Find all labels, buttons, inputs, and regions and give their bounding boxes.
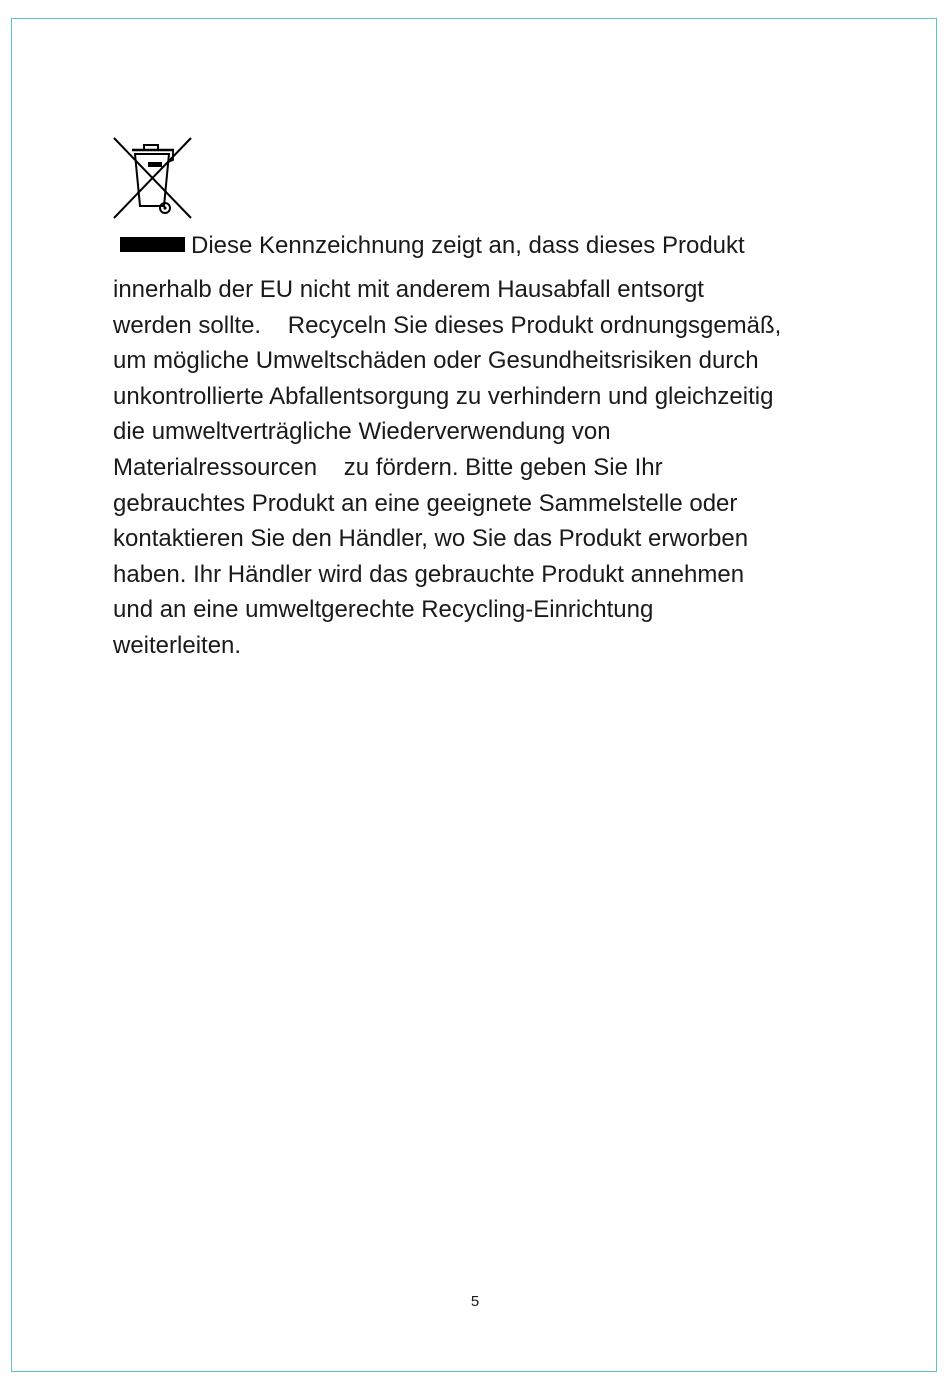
notice-line: kontaktieren Sie den Händler, wo Sie das Produkt erworben <box>113 525 749 553</box>
notice-line: um mögliche Umweltschäden oder Gesundheitsrisiken durch <box>113 347 759 375</box>
notice-first-line <box>113 228 893 264</box>
black-bar-mark <box>120 237 185 252</box>
weee-notice <box>113 228 893 664</box>
notice-line: haben. Ihr Händler wird das gebrauchte Produkt annehmen <box>113 560 745 588</box>
notice-line: die umweltverträgliche Wiederverwendung von <box>113 418 611 446</box>
notice-line: Materialressourcen zu fördern. Bitte geben Sie Ihr <box>113 453 663 481</box>
notice-line: weiterleiten. <box>113 631 242 659</box>
notice-line: und an eine umweltgerechte Recycling-Einrichtung <box>113 596 654 624</box>
page-number: 5 <box>470 1293 480 1310</box>
notice-line: unkontrollierte Abfallentsorgung zu verhindern und gleichzeitig <box>113 382 774 410</box>
notice-first-line-text: Diese Kennzeichnung zeigt an, dass dieses Produkt <box>191 232 745 259</box>
notice-line: innerhalb der EU nicht mit anderem Hausabfall entsorgt <box>113 276 704 303</box>
weee-crossed-bin-icon <box>111 136 193 222</box>
notice-line: werden sollte. Recyceln Sie dieses Produkt ordnungsgemäß, <box>113 311 782 339</box>
notice-line: gebrauchtes Produkt an eine geeignete Sammelstelle oder <box>113 489 738 517</box>
